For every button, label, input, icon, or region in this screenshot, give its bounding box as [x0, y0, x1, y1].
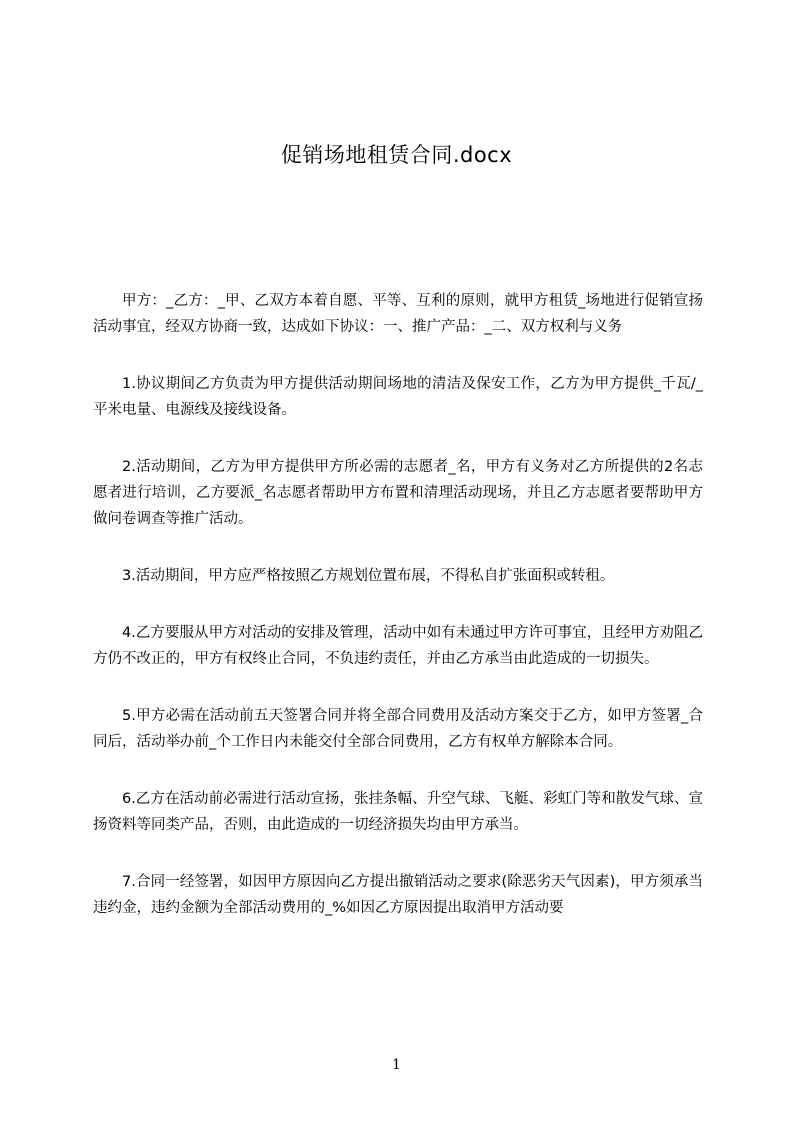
paragraph-clause-5: 5.甲方必需在活动前五天签署合同并将全部合同费用及活动方案交于乙方，如甲方签署_合同后，活动举办前_个工作日内未能交付全部合同费用，乙方有权单方解除本合同。 — [93, 708, 703, 750]
paragraph-clause-6: 6.乙方在活动前必需进行活动宣扬，张挂条幅、升空气球、飞艇、彩虹门等和散发气球、宣扬资料等同类产品，否则，由此造成的一切经济损失均由甲方承当。 — [93, 791, 703, 833]
paragraph-clause-4: 4.乙方要服从甲方对活动的安排及管理，活动中如有未通过甲方许可事宜，且经甲方劝阻乙方仍不改正的，甲方有权终止合同，不负违约责任，并由乙方承当由此造成的一切损失。 — [93, 625, 703, 667]
paragraph-intro: 甲方：_乙方：_甲、乙双方本着自愿、平等、互利的原则，就甲方租赁_场地进行促销宣扬活动事宜，经双方协商一致，达成如下协议：一、推广产品：_二、双方权利与义务 — [93, 293, 703, 335]
paragraph-clause-1: 1.协议期间乙方负责为甲方提供活动期间场地的清洁及保安工作，乙方为甲方提供_千瓦/_平米电量、电源线及接线设备。 — [93, 376, 703, 418]
paragraph-clause-3: 3.活动期间，甲方应严格按照乙方规划位置布展，不得私自扩张面积或转租。 — [122, 568, 615, 584]
paragraph-clause-7: 7.合同一经签署，如因甲方原因向乙方提出撤销活动之要求(除恶劣天气因素)，甲方须承当违约金，违约金额为全部活动费用的_%如因乙方原因提出取消甲方活动要 — [93, 874, 703, 916]
document-title: 促销场地租赁合同.docx — [280, 143, 513, 167]
document-body — [93, 288, 703, 921]
page-number: 1 — [392, 1057, 401, 1073]
paragraph-clause-2: 2.活动期间，乙方为甲方提供甲方所必需的志愿者_名，甲方有义务对乙方所提供的2名志愿者进行培训，乙方要派_名志愿者帮助甲方布置和清理活动现场，并且乙方志愿者要帮助甲方做问卷调查等推广活动。 — [93, 459, 703, 527]
